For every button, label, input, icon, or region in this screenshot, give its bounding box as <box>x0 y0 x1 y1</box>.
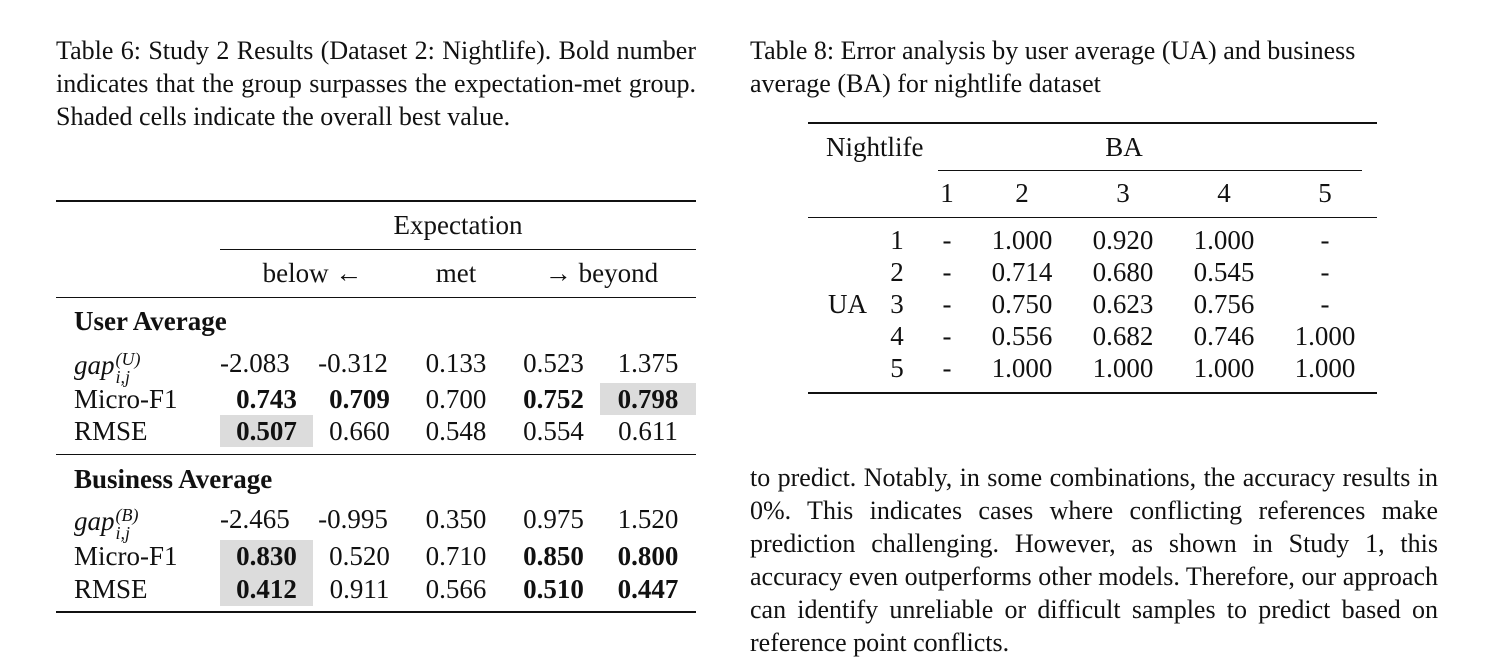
table8-col-group: BA <box>1105 132 1143 162</box>
cell: -0.995 <box>318 504 388 534</box>
cell: 1.000 <box>1294 353 1356 383</box>
row-label: 3 <box>890 289 904 319</box>
cell: 0.714 <box>991 257 1053 287</box>
cell: 0.350 <box>425 504 487 534</box>
cell: 0.920 <box>1092 225 1154 255</box>
cell: 0.800 <box>617 541 679 571</box>
table6-header-met: met <box>435 258 477 288</box>
cell: 1.375 <box>617 348 679 378</box>
cell: 0.680 <box>1092 257 1154 287</box>
cell: 1.000 <box>1294 321 1356 351</box>
cell: - <box>942 225 952 255</box>
row-label: 4 <box>890 321 904 351</box>
row-label: 5 <box>890 353 904 383</box>
row-label-rmse: RMSE <box>74 574 148 604</box>
col-header: 5 <box>1318 178 1332 208</box>
col-header: 4 <box>1217 178 1231 208</box>
cell: 0.975 <box>523 504 584 534</box>
cell: 0.743 <box>236 384 297 414</box>
cell: 1.000 <box>1193 225 1255 255</box>
gap-sup: (B) <box>115 504 139 525</box>
gap-label-text: gap <box>74 350 115 380</box>
col-header: 2 <box>1015 178 1029 208</box>
row-label: 2 <box>890 257 904 287</box>
cell: 0.412 <box>236 574 297 604</box>
table6-header-beyond: → beyond <box>544 258 659 288</box>
cell: 0.700 <box>425 384 487 414</box>
cell: 0.709 <box>329 384 390 414</box>
section-title-business-average: Business Average <box>74 464 273 494</box>
cell: 0.554 <box>523 416 584 446</box>
table6-bottom-rule <box>56 611 696 613</box>
cell: 0.830 <box>236 541 297 571</box>
gap-sub: i,j <box>115 522 131 543</box>
cell: 0.611 <box>618 416 678 446</box>
cell: 0.548 <box>425 416 487 446</box>
cell: 0.756 <box>1193 289 1255 319</box>
cell: - <box>942 289 952 319</box>
table8-caption: Table 8: Error analysis by user average (UA) and business average (BA) for nightlife dataset <box>750 36 1356 98</box>
cell: 0.545 <box>1193 257 1255 287</box>
cell: 0.623 <box>1092 289 1154 319</box>
cell: - <box>942 353 952 383</box>
body-paragraph <box>750 461 1438 659</box>
table8-header-rule <box>808 217 1377 218</box>
cell: 0.566 <box>425 574 487 604</box>
cell: 0.746 <box>1193 321 1255 351</box>
cell: 0.523 <box>523 348 584 378</box>
table8-group-rule <box>938 170 1362 171</box>
cell: 0.750 <box>991 289 1053 319</box>
cell: - <box>1320 257 1330 287</box>
row-label: 1 <box>890 225 904 255</box>
row-label-gap-b <box>74 505 138 542</box>
table8-top-rule <box>808 122 1377 124</box>
cell: 0.510 <box>523 574 584 604</box>
body-paragraph-text: to predict. Notably, in some combinations, the accuracy results in 0%. This indicates cases where conflicting references make prediction challenging. However, as shown in Study 1, this accuracy even outperforms other models. Therefore, our approach can identify unreliable or difficult samples to predict based on reference point conflicts. <box>750 463 1438 657</box>
cell: - <box>1320 289 1330 319</box>
row-label-micro-f1: Micro-F1 <box>74 384 178 414</box>
table6-group-header: Expectation <box>393 210 523 240</box>
col-header: 1 <box>940 178 954 208</box>
cell: 0.850 <box>523 541 584 571</box>
row-label-micro-f1: Micro-F1 <box>74 541 178 571</box>
table6-header-rule <box>56 297 696 298</box>
section-title-user-average: User Average <box>74 306 227 336</box>
gap-sup: (U) <box>115 348 141 369</box>
col-header: 3 <box>1116 178 1130 208</box>
cell: - <box>942 257 952 287</box>
cell: -0.312 <box>318 348 388 378</box>
cell: 0.520 <box>329 541 390 571</box>
table6-group-rule <box>220 249 696 250</box>
cell: 0.798 <box>617 384 679 414</box>
cell: - <box>942 321 952 351</box>
cell: 0.911 <box>329 574 390 604</box>
table8-corner: Nightlife <box>826 132 924 162</box>
gap-label-text: gap <box>74 506 115 536</box>
cell: 0.447 <box>617 574 679 604</box>
table8-bottom-rule <box>808 392 1377 394</box>
cell: 1.520 <box>617 504 679 534</box>
cell: 1.000 <box>1092 353 1154 383</box>
table6-top-rule <box>56 200 696 202</box>
cell: 1.000 <box>991 353 1053 383</box>
cell: 0.710 <box>425 541 487 571</box>
table6-caption: Table 6: Study 2 Results (Dataset 2: Nightlife). Bold number indicates that the group surpasses the expectation-met group. Shaded cells indicate the overall best value. <box>56 36 696 131</box>
cell: 0.682 <box>1092 321 1154 351</box>
cell: -2.465 <box>220 504 290 534</box>
table6-section-rule <box>56 454 696 455</box>
cell: - <box>1320 225 1330 255</box>
row-label-gap-u <box>74 349 141 386</box>
cell: -2.083 <box>220 348 290 378</box>
gap-sub: i,j <box>115 366 131 387</box>
table6-header-below: below ← <box>262 258 363 288</box>
row-label-rmse: RMSE <box>74 416 148 446</box>
cell: 0.507 <box>236 416 297 446</box>
cell: 0.556 <box>991 321 1053 351</box>
cell: 1.000 <box>991 225 1053 255</box>
cell: 0.133 <box>425 348 487 378</box>
cell: 1.000 <box>1193 353 1255 383</box>
cell: 0.752 <box>523 384 584 414</box>
cell: 0.660 <box>329 416 390 446</box>
table8-row-group: UA <box>828 289 867 319</box>
